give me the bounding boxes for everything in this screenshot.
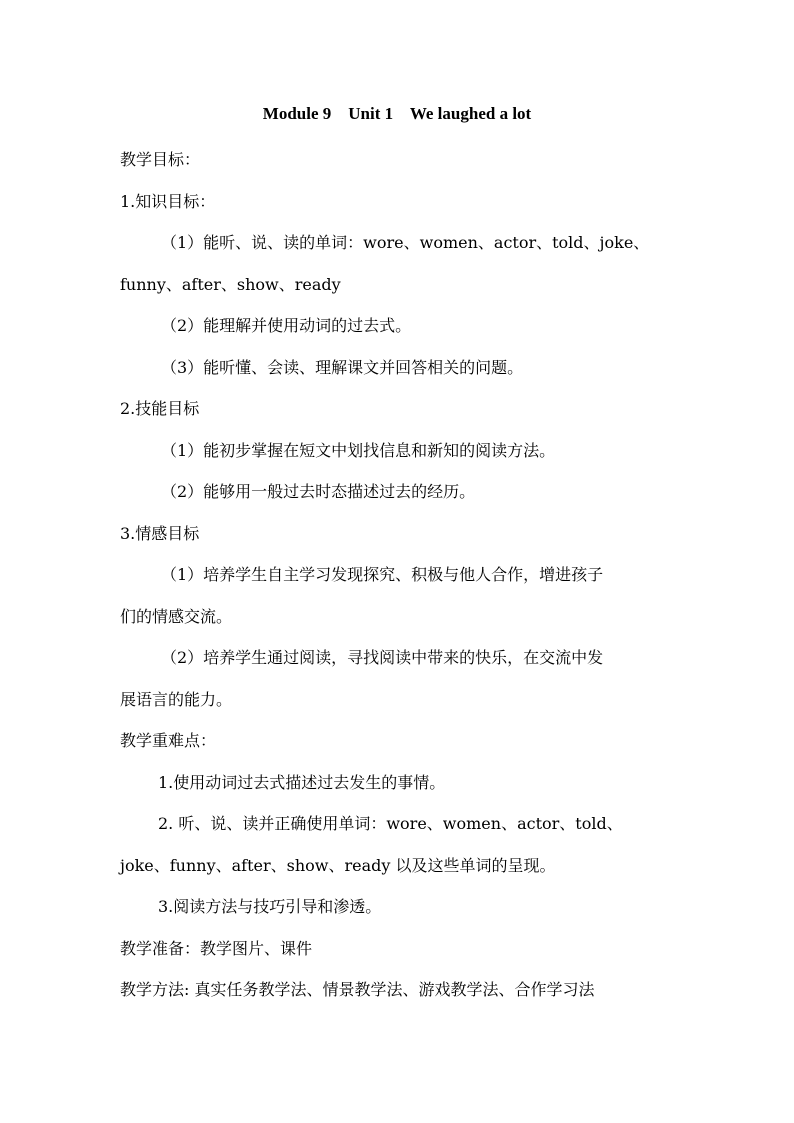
- paragraph-cooperation-cont: 们的情感交流。: [120, 607, 233, 626]
- key-point-2: 2. 听、说、读并正确使用单词：wore、women、actor、told、: [158, 814, 623, 833]
- section-heading-teaching-objectives: 教学目标：: [120, 150, 201, 169]
- key-point-2-cont: joke、funny、after、show、ready 以及这些单词的呈现。: [120, 856, 556, 875]
- paragraph-vocabulary: （1）能听、说、读的单词：wore、women、actor、told、joke、: [161, 233, 650, 252]
- paragraph-vocabulary-cont: funny、after、show、ready: [120, 275, 341, 294]
- subheading-knowledge-objectives: 1.知识目标：: [120, 192, 216, 211]
- subheading-skill-objectives: 2.技能目标: [120, 399, 200, 418]
- paragraph-reading-joy-cont: 展语言的能力。: [120, 690, 233, 709]
- paragraph-past-tense: （2）能理解并使用动词的过去式。: [161, 316, 412, 335]
- paragraph-reading-joy: （2）培养学生通过阅读，寻找阅读中带来的快乐，在交流中发: [161, 648, 604, 667]
- key-point-3: 3.阅读方法与技巧引导和渗透。: [158, 897, 382, 916]
- paragraph-comprehension: （3）能听懂、会读、理解课文并回答相关的问题。: [161, 358, 524, 377]
- section-teaching-methods: 教学方法: 真实任务教学法、情景教学法、游戏教学法、合作学习法: [120, 980, 595, 999]
- paragraph-describe-experience: （2）能够用一般过去时态描述过去的经历。: [161, 482, 476, 501]
- paragraph-cooperation: （1）培养学生自主学习发现探究、积极与他人合作，增进孩子: [161, 565, 604, 584]
- key-point-1: 1.使用动词过去式描述过去发生的事情。: [158, 773, 446, 792]
- subheading-emotional-objectives: 3.情感目标: [120, 524, 200, 543]
- section-heading-key-points: 教学重难点：: [120, 731, 217, 750]
- document-title: Module 9 Unit 1 We laughed a lot: [262, 104, 532, 123]
- paragraph-reading-method: （1）能初步掌握在短文中划找信息和新知的阅读方法。: [161, 441, 556, 460]
- section-teaching-preparation: 教学准备：教学图片、课件: [120, 939, 313, 958]
